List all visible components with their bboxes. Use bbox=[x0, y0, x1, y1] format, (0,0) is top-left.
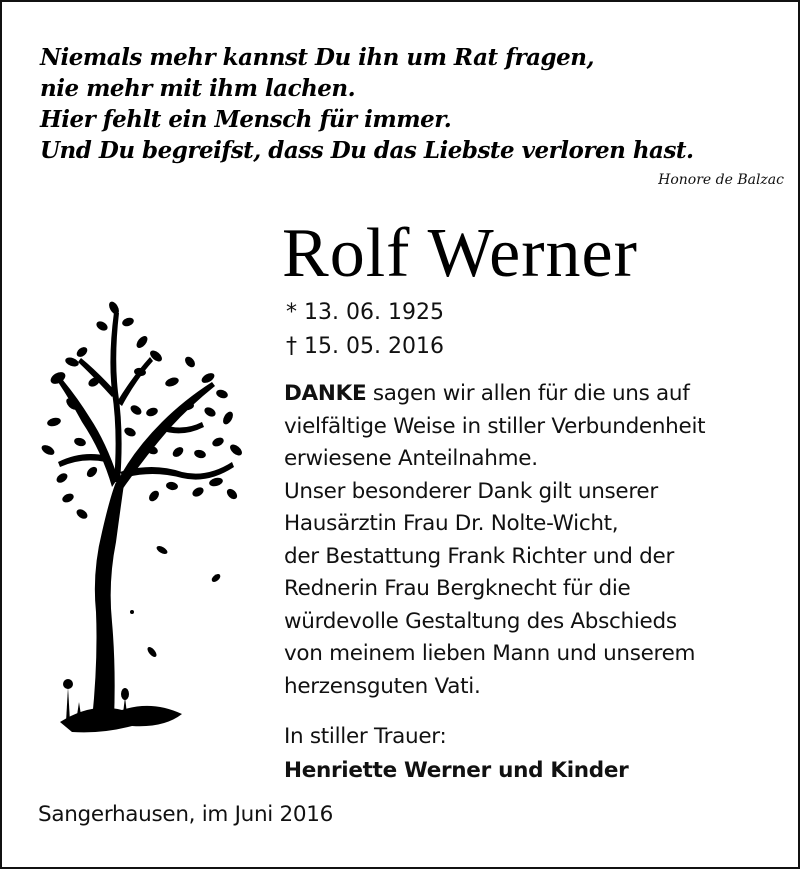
message-line: erwiesene Anteilnahme. bbox=[284, 446, 538, 471]
life-dates bbox=[286, 296, 444, 364]
message-line: würdevolle Gestaltung des Abschieds bbox=[284, 608, 677, 634]
thanks-heading: DANKE bbox=[284, 381, 367, 406]
poem bbox=[40, 42, 694, 166]
message-line: herzensguten Vati. bbox=[284, 673, 481, 699]
message-line: von meinem lieben Mann und unserem bbox=[284, 641, 696, 666]
mourning-signature bbox=[284, 720, 628, 788]
poem-line: Hier fehlt ein Mensch für immer. bbox=[40, 106, 452, 133]
message-first-line: sagen wir allen für die uns auf bbox=[366, 381, 690, 406]
message-line bbox=[284, 378, 784, 411]
thank-you-message bbox=[284, 378, 784, 703]
death-date: † 15. 05. 2016 bbox=[286, 334, 444, 359]
mourning-family: Henriette Werner und Kinder bbox=[284, 758, 629, 783]
poem-attribution: Honore de Balzac bbox=[658, 172, 784, 188]
place-date: Sangerhausen, im Juni 2016 bbox=[38, 802, 334, 827]
poem-line: Niemals mehr kannst Du ihn um Rat fragen, bbox=[40, 44, 594, 71]
message-line: der Bestattung Frank Richter und der bbox=[284, 543, 674, 569]
mourning-intro: In stiller Trauer: bbox=[284, 724, 447, 749]
message-line: Rednerin Frau Bergknecht für die bbox=[284, 576, 631, 601]
message-line: vielfältige Weise in stiller Verbundenheit bbox=[284, 413, 706, 439]
poem-line: Und Du begreifst, dass Du das Liebste verloren hast. bbox=[40, 137, 694, 164]
birth-date: * 13. 06. 1925 bbox=[286, 300, 444, 325]
message-line: Hausärztin Frau Dr. Nolte-Wicht, bbox=[284, 511, 619, 536]
message-line: Unser besonderer Dank gilt unserer bbox=[284, 478, 658, 504]
deceased-name: Rolf Werner bbox=[282, 215, 638, 292]
tree-illustration-icon bbox=[32, 282, 252, 752]
poem-line: nie mehr mit ihm lachen. bbox=[40, 75, 356, 102]
